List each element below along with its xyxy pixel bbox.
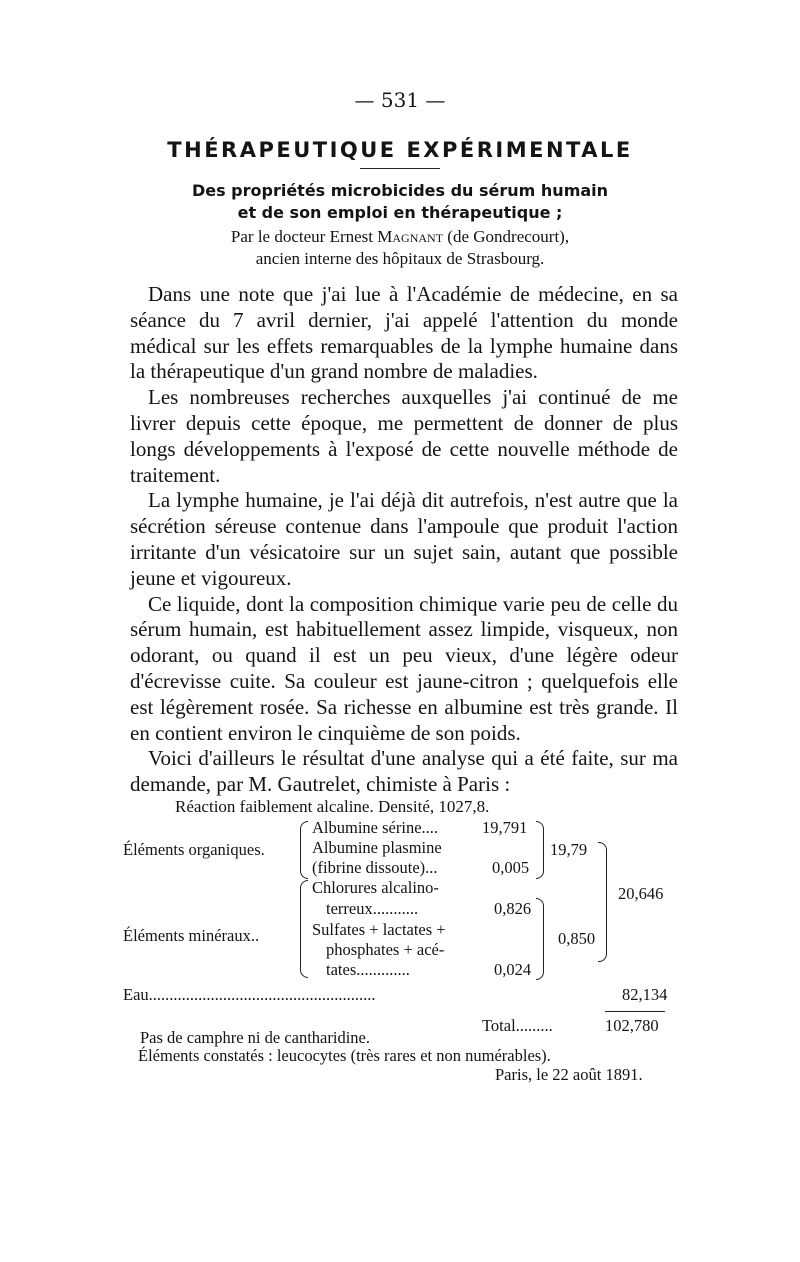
chlorures-label-cont: terreux........... (326, 899, 419, 918)
fibrine-label: (fibrine dissoute)... (312, 858, 438, 877)
paragraph: Dans une note que j'ai lue à l'Académie de médecine, en sa séance du 7 avril dernier, j'ai appelé l'attention du monde médical sur les effets remarquables de la lymphe humaine dans la thérapeutique d'un grand nombre de maladies. (130, 282, 678, 384)
author-surname: Magnant (377, 227, 444, 246)
sulfates-value: 0,024 (494, 960, 532, 979)
paragraph: Voici d'ailleurs le résultat d'une analyse qui a été faite, sur ma demande, par M. Gautrelet, chimiste à Paris : (130, 746, 678, 797)
article-title-line1: Des propriétés microbicides du sérum humain (191, 181, 609, 200)
fibrine-value: 0,005 (492, 858, 530, 877)
article-title (0, 180, 800, 224)
albumine-serine-label: Albumine sérine.... (312, 818, 439, 837)
paragraph: Les nombreuses recherches auxquelles j'ai continué de me livrer depuis cette époque, me permettent de donner de plus longs développements à l'exposé de cette nouvelle méthode de traitement. (130, 385, 678, 487)
left-brace-mineral (300, 880, 308, 978)
paragraph: Ce liquide, dont la composition chimique varie peu de celle du sérum humain, est habituellement assez limpide, visqueux, non odorant, ou quand il est un peu vieux, d'une légère odeur d'écrevisse cuite. Sa couleur est jaune-citron ; quelquefois elle est légèrement rosée. Sa richesse en albumine est très grande. Il en contient environ le cinquième de son poids. (130, 591, 678, 745)
body-text (130, 282, 678, 798)
chlorures-label: Chlorures alcalino- (312, 878, 439, 897)
byline-prefix: Par le docteur Ernest (230, 227, 378, 246)
byline-suffix: (de Gondrecourt), (443, 227, 570, 246)
title-divider (360, 168, 440, 169)
page-number: — 531 — (354, 88, 446, 112)
albumine-serine-value: 19,791 (482, 818, 528, 837)
footer-note-1: Pas de camphre ni de cantharidine. (140, 1028, 370, 1047)
mineral-subtotal: 0,850 (558, 929, 596, 948)
section-title: THÉRAPEUTIQUE EXPÉRIMENTALE (167, 138, 633, 162)
total-rule (605, 1011, 665, 1012)
eau-label: Eau....................................................... (123, 985, 376, 1004)
sulfates-label-cont2: tates............. (326, 960, 410, 979)
byline-line1 (0, 226, 800, 248)
byline (0, 226, 800, 270)
solids-total: 20,646 (618, 884, 664, 903)
right-brace-mineral (536, 898, 544, 980)
right-brace-solids (598, 842, 607, 962)
footer-note-2: Éléments constatés : leucocytes (très rares et non numérables). (138, 1046, 551, 1065)
group-organic-label: Éléments organiques. (123, 840, 265, 859)
sulfates-label-cont: phosphates + acé- (326, 940, 445, 959)
right-brace-organic (536, 821, 544, 879)
analysis-reaction: Réaction faiblement alcaline. Densité, 1027,8. (175, 797, 490, 816)
total-value: 102,780 (605, 1016, 659, 1035)
chlorures-value: 0,826 (494, 899, 532, 918)
total-label: Total......... (482, 1016, 553, 1035)
article-title-line2: et de son emploi en thérapeutique ; (237, 203, 563, 222)
eau-value: 82,134 (622, 985, 668, 1004)
organic-subtotal: 19,79 (550, 840, 588, 859)
byline-line2: ancien interne des hôpitaux de Strasbourg. (255, 249, 545, 268)
albumine-plasmine-label: Albumine plasmine (312, 838, 442, 857)
paragraph: La lymphe humaine, je l'ai déjà dit autrefois, n'est autre que la sécrétion séreuse contenue dans l'ampoule que produit l'action irritante d'un vésicatoire sur un sujet sain, autant que possible jeune et vigoureux. (130, 488, 678, 590)
left-brace-organic (300, 821, 308, 879)
group-mineral-label: Éléments minéraux.. (123, 926, 260, 945)
sulfates-label: Sulfates + lactates + (312, 920, 446, 939)
footer-date: Paris, le 22 août 1891. (495, 1065, 643, 1084)
